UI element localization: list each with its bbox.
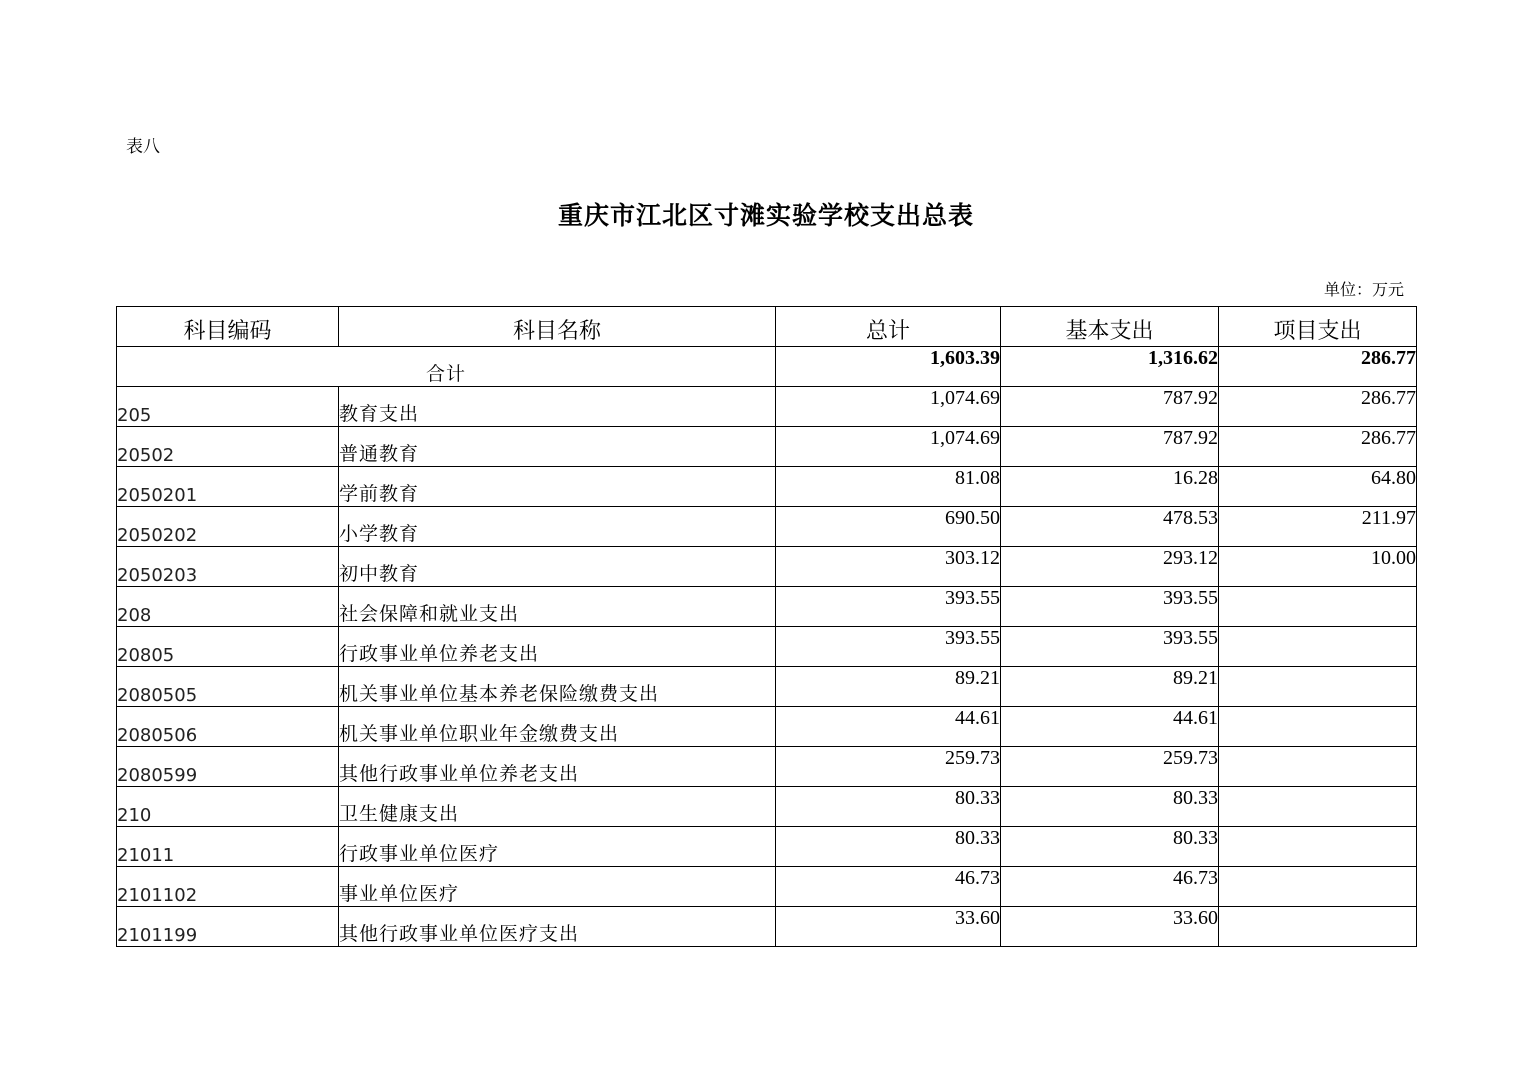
table-row (117, 467, 1417, 507)
table-row (117, 427, 1417, 467)
row-total: 81.08 (776, 467, 1001, 507)
row-name: 行政事业单位养老支出 (339, 627, 776, 667)
row-project: 10.00 (1219, 547, 1417, 587)
row-basic: 293.12 (1001, 547, 1219, 587)
table-number-label: 表八 (126, 137, 160, 157)
row-project (1219, 747, 1417, 787)
row-code: 2080599 (117, 747, 339, 787)
unit-label: 单位：万元 (1323, 280, 1404, 299)
table-row (117, 827, 1417, 867)
table-row (117, 387, 1417, 427)
row-project: 286.77 (1219, 427, 1417, 467)
row-code: 210 (117, 787, 339, 827)
row-basic: 16.28 (1001, 467, 1219, 507)
row-total: 303.12 (776, 547, 1001, 587)
row-name: 普通教育 (339, 427, 776, 467)
row-code: 2050201 (117, 467, 339, 507)
table-header-row (117, 307, 1417, 347)
row-project (1219, 867, 1417, 907)
row-total: 33.60 (776, 907, 1001, 947)
row-basic: 787.92 (1001, 427, 1219, 467)
row-code: 2080505 (117, 667, 339, 707)
row-total: 89.21 (776, 667, 1001, 707)
table-row (117, 587, 1417, 627)
row-code: 205 (117, 387, 339, 427)
table-row (117, 667, 1417, 707)
row-total: 393.55 (776, 587, 1001, 627)
row-total: 690.50 (776, 507, 1001, 547)
row-basic: 33.60 (1001, 907, 1219, 947)
total-sum: 1,603.39 (776, 347, 1001, 387)
row-name: 其他行政事业单位养老支出 (339, 747, 776, 787)
row-total: 46.73 (776, 867, 1001, 907)
table-row (117, 747, 1417, 787)
table-row (117, 707, 1417, 747)
row-total: 393.55 (776, 627, 1001, 667)
row-name: 卫生健康支出 (339, 787, 776, 827)
table-row (117, 787, 1417, 827)
expense-table (116, 306, 1417, 947)
row-code: 2080506 (117, 707, 339, 747)
row-total: 80.33 (776, 827, 1001, 867)
row-basic: 89.21 (1001, 667, 1219, 707)
total-project: 286.77 (1219, 347, 1417, 387)
row-total: 259.73 (776, 747, 1001, 787)
row-total: 44.61 (776, 707, 1001, 747)
row-project (1219, 627, 1417, 667)
row-project (1219, 827, 1417, 867)
row-project (1219, 667, 1417, 707)
column-header-project: 项目支出 (1219, 307, 1417, 347)
row-code: 208 (117, 587, 339, 627)
row-name: 事业单位医疗 (339, 867, 776, 907)
row-total: 80.33 (776, 787, 1001, 827)
column-header-name: 科目名称 (339, 307, 776, 347)
page-title: 重庆市江北区寸滩实验学校支出总表 (557, 201, 974, 230)
row-basic: 393.55 (1001, 627, 1219, 667)
row-basic: 44.61 (1001, 707, 1219, 747)
row-code: 2050202 (117, 507, 339, 547)
row-total: 1,074.69 (776, 427, 1001, 467)
row-name: 教育支出 (339, 387, 776, 427)
total-row (117, 347, 1417, 387)
row-project (1219, 587, 1417, 627)
row-basic: 46.73 (1001, 867, 1219, 907)
row-project: 286.77 (1219, 387, 1417, 427)
row-name: 其他行政事业单位医疗支出 (339, 907, 776, 947)
row-project (1219, 907, 1417, 947)
row-total: 1,074.69 (776, 387, 1001, 427)
row-code: 20805 (117, 627, 339, 667)
row-name: 学前教育 (339, 467, 776, 507)
total-basic: 1,316.62 (1001, 347, 1219, 387)
table-row (117, 627, 1417, 667)
row-code: 2101199 (117, 907, 339, 947)
row-basic: 393.55 (1001, 587, 1219, 627)
column-header-code: 科目编码 (117, 307, 339, 347)
row-project: 211.97 (1219, 507, 1417, 547)
column-header-total: 总计 (776, 307, 1001, 347)
row-code: 20502 (117, 427, 339, 467)
row-basic: 478.53 (1001, 507, 1219, 547)
row-basic: 80.33 (1001, 787, 1219, 827)
table-row (117, 507, 1417, 547)
row-name: 社会保障和就业支出 (339, 587, 776, 627)
table-row (117, 547, 1417, 587)
row-name: 行政事业单位医疗 (339, 827, 776, 867)
row-project: 64.80 (1219, 467, 1417, 507)
row-basic: 80.33 (1001, 827, 1219, 867)
row-code: 2050203 (117, 547, 339, 587)
row-name: 初中教育 (339, 547, 776, 587)
row-name: 小学教育 (339, 507, 776, 547)
row-project (1219, 707, 1417, 747)
total-label: 合计 (117, 347, 776, 387)
row-project (1219, 787, 1417, 827)
table-row (117, 907, 1417, 947)
row-basic: 787.92 (1001, 387, 1219, 427)
row-name: 机关事业单位基本养老保险缴费支出 (339, 667, 776, 707)
column-header-basic: 基本支出 (1001, 307, 1219, 347)
row-code: 2101102 (117, 867, 339, 907)
row-code: 21011 (117, 827, 339, 867)
row-name: 机关事业单位职业年金缴费支出 (339, 707, 776, 747)
table-row (117, 867, 1417, 907)
row-basic: 259.73 (1001, 747, 1219, 787)
